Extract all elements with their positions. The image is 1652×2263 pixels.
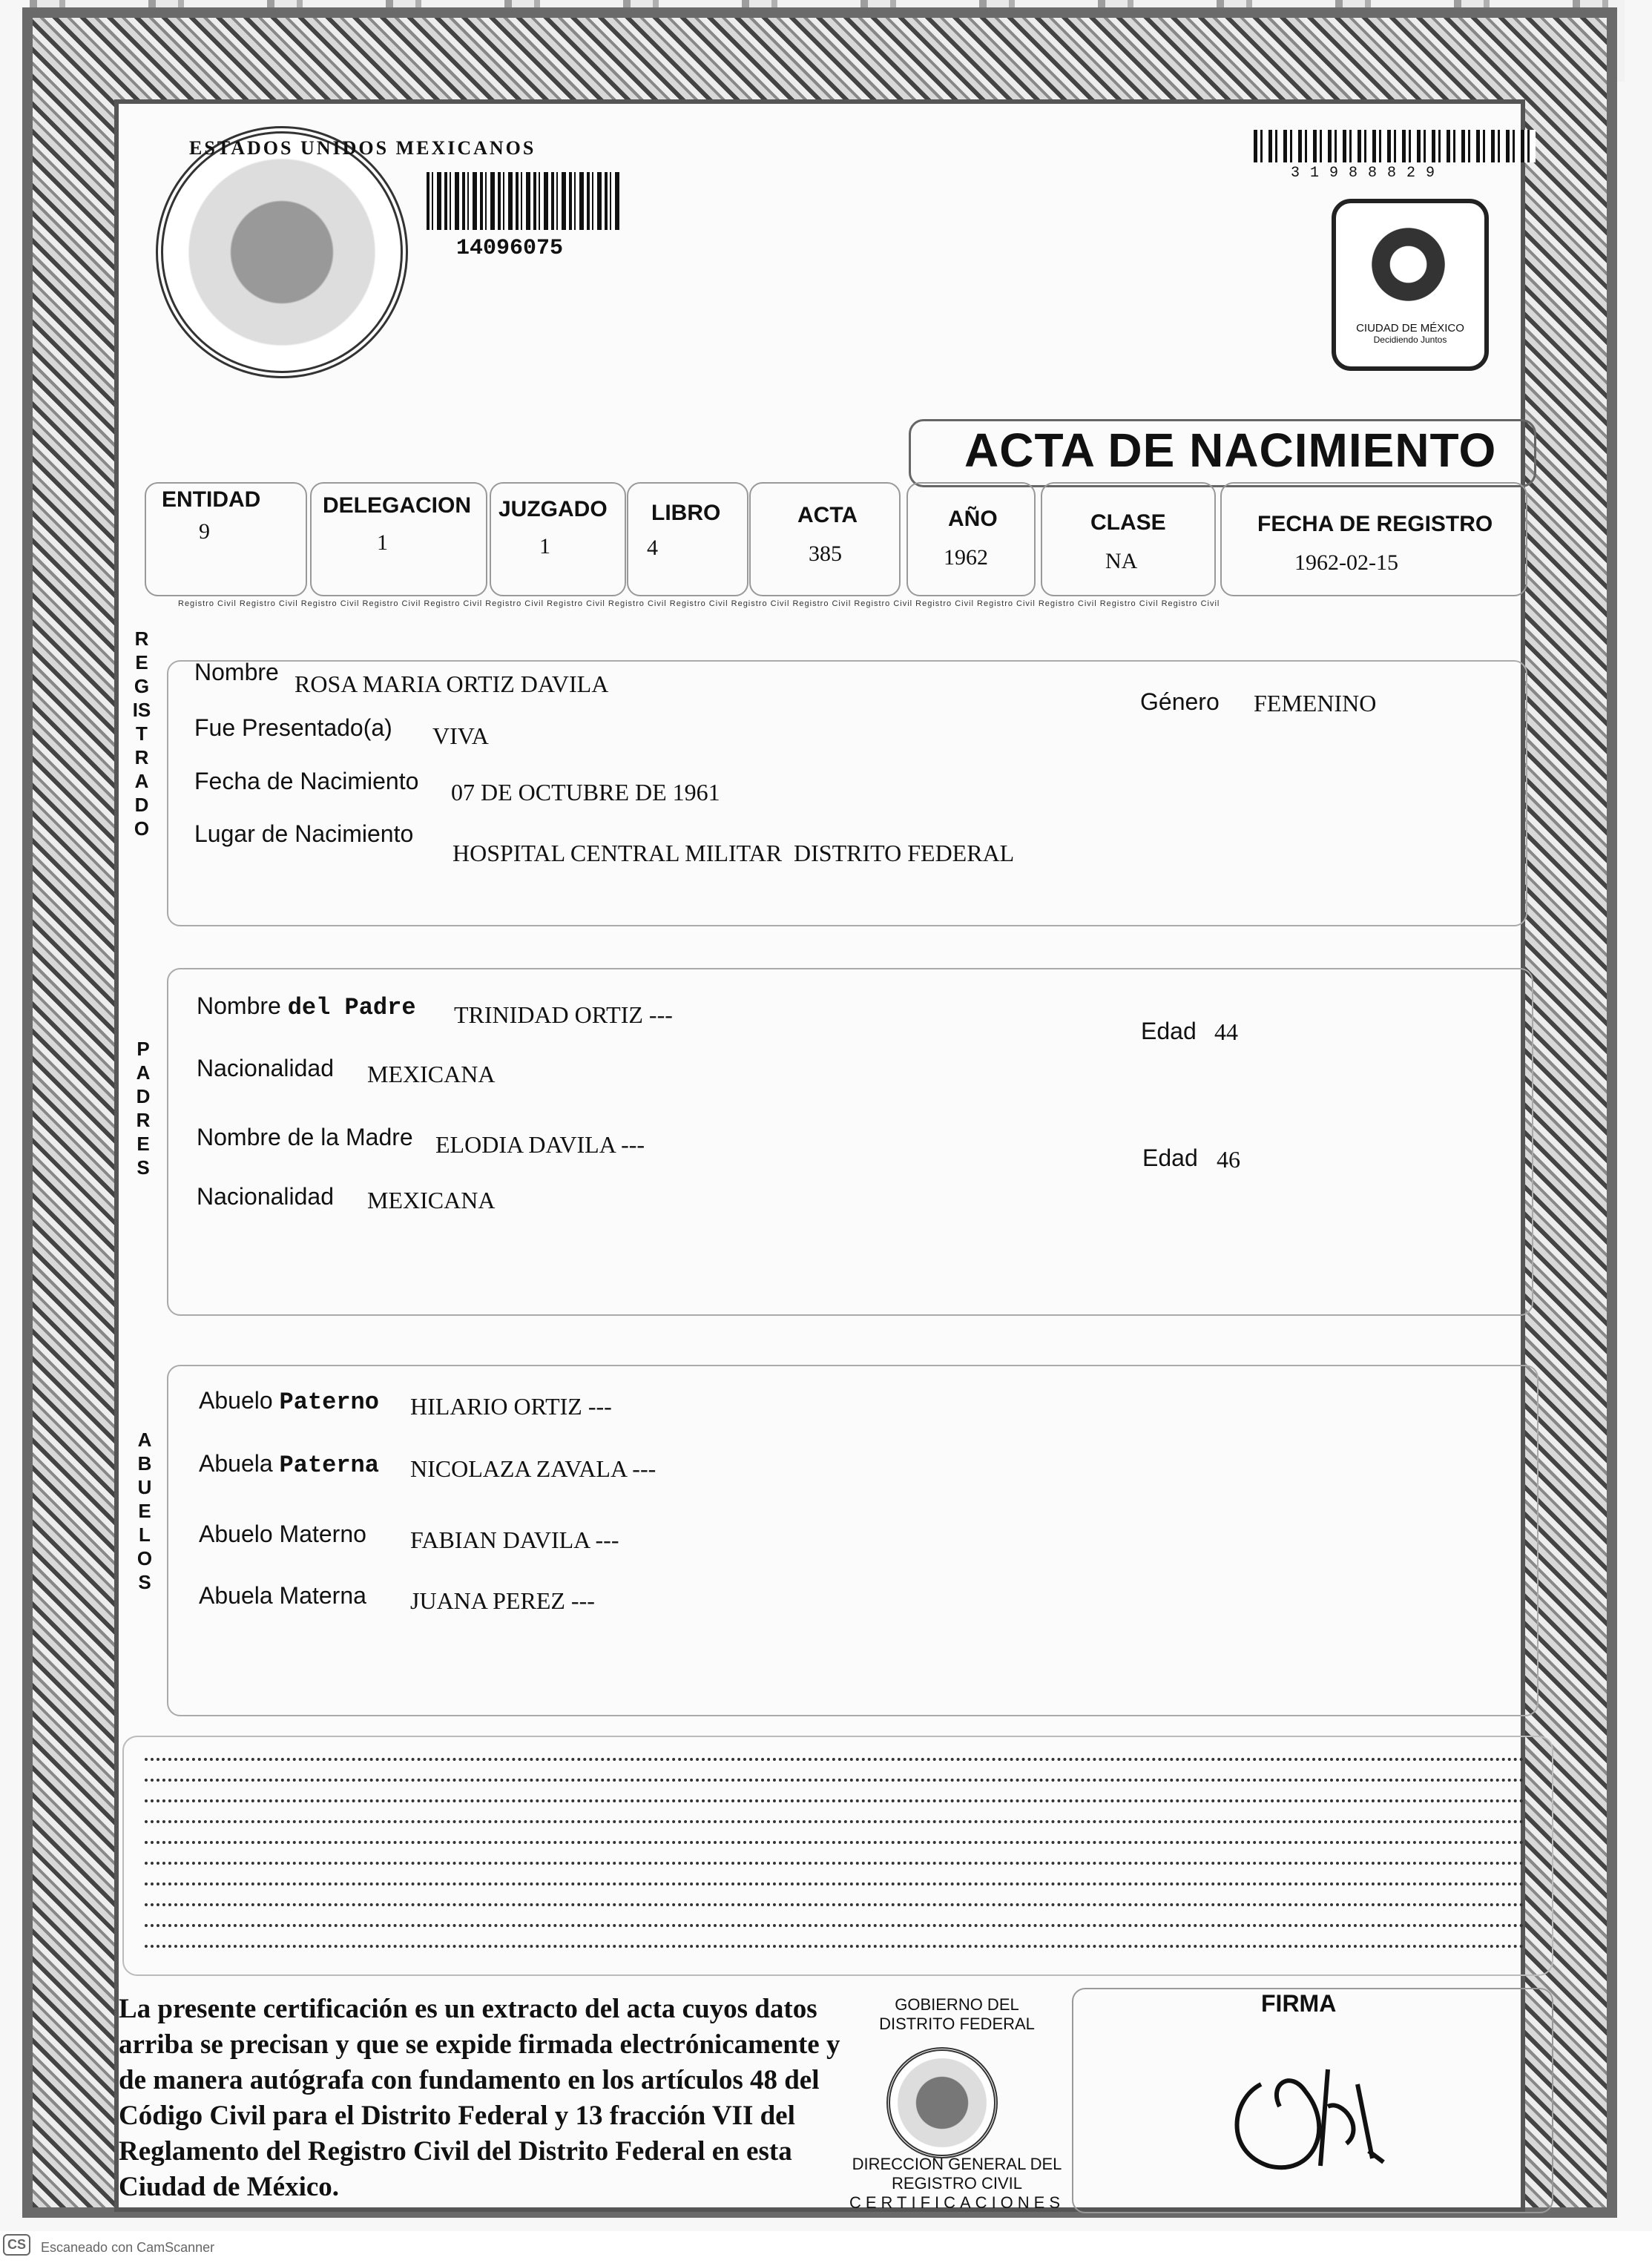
abuelos-side-label: ABUELOS — [136, 1429, 153, 1593]
registry-label-juzgado: JUZGADO — [498, 497, 608, 521]
padres-side-label: PADRES — [136, 1038, 151, 1179]
dotted-line — [145, 1945, 1524, 1948]
registry-value-fecha-registro: 1962-02-15 — [1294, 550, 1398, 575]
genero-value: FEMENINO — [1254, 690, 1377, 717]
padre-edad-value: 44 — [1214, 1018, 1238, 1045]
cdmx-logo-subcaption: Decidiendo Juntos — [1373, 335, 1447, 345]
annotations-area — [122, 1736, 1553, 1976]
abuela-paterna-value: NICOLAZA ZAVALA --- — [410, 1455, 656, 1482]
madre-value: ELODIA DAVILA --- — [435, 1131, 645, 1158]
handwritten-signature-icon — [1217, 2040, 1409, 2188]
gobierno-line1: GOBIERNO DEL — [895, 1995, 1019, 2014]
registry-microtext: Registro Civil Registro Civil Registro Civil Registro Civil Registro Civil Registro Civil Registro Civil Registro Civil Registro Civil Registro Civil Registro Civil Registro Civil Registro Civil Registro Civil Registro Civil Registro Civil Registro Civil — [178, 599, 1220, 608]
national-seal-icon — [156, 126, 408, 378]
dotted-line — [145, 1903, 1524, 1906]
abuela-materna-label: Abuela Materna — [199, 1582, 366, 1609]
padre-nacionalidad-label: Nacionalidad — [197, 1055, 335, 1081]
registry-cell-anio — [906, 482, 1036, 596]
barcode-icon — [427, 172, 619, 230]
abuela-materna-value: JUANA PEREZ --- — [410, 1587, 595, 1614]
lugar-nacimiento-value: HOSPITAL CENTRAL MILITAR DISTRITO FEDERAL — [453, 840, 1015, 866]
lugar-nacimiento-label: Lugar de Nacimiento — [194, 820, 414, 847]
registry-value-acta: 385 — [809, 541, 842, 566]
madre-nacionalidad-value: MEXICANA — [367, 1187, 496, 1213]
presentado-label: Fue Presentado(a) — [194, 714, 392, 741]
registry-label-acta: ACTA — [797, 503, 858, 527]
fecha-nacimiento-value: 07 DE OCTUBRE DE 1961 — [451, 779, 720, 806]
registry-value-juzgado: 1 — [539, 534, 550, 559]
registry-label-clase: CLASE — [1090, 510, 1166, 535]
dotted-line — [145, 1779, 1524, 1782]
signature-label: FIRMA — [1261, 1990, 1337, 2017]
registry-cell-fecha-registro — [1220, 482, 1527, 596]
nombre-value: ROSA MARIA ORTIZ DAVILA — [294, 671, 609, 697]
registry-value-clase: NA — [1105, 549, 1138, 573]
abuelo-materno-label: Abuelo Materno — [199, 1521, 366, 1547]
registry-value-entidad: 9 — [199, 519, 210, 544]
madre-nacionalidad-label: Nacionalidad — [197, 1183, 335, 1210]
dotted-line — [145, 1862, 1524, 1865]
national-seal-text: ESTADOS UNIDOS MEXICANOS — [189, 137, 536, 159]
camscanner-text: Escaneado con CamScanner — [41, 2240, 215, 2255]
gobierno-seal-icon — [886, 2047, 998, 2158]
registry-cell-libro — [627, 482, 748, 596]
barcode-number: 14096075 — [456, 236, 564, 261]
legal-certification-text: La presente certificación es un extracto del acta cuyos datos arriba se precisan y que se expide firmada electrónicamente y de manera autógrafa con fundamento en los artículos 48 del Código Civil para el Distrito Federal y 13 fracción VII del Reglamento del Registro Civil del Distrito Federal en esta Ciudad de México. — [119, 1994, 840, 2202]
registry-value-anio: 1962 — [944, 545, 988, 570]
abuelo-materno-value: FABIAN DAVILA --- — [410, 1526, 619, 1553]
scanner-footer — [0, 2231, 1652, 2263]
madre-label: Nombre de la Madre — [197, 1124, 413, 1150]
dgrc-line2: REGISTRO CIVIL — [891, 2174, 1023, 2193]
registry-cell-acta — [749, 482, 901, 596]
cdmx-logo — [1332, 199, 1489, 371]
gobierno-caption — [846, 1995, 1068, 2034]
madre-edad-value: 46 — [1217, 1146, 1240, 1173]
camscanner-badge: CS — [3, 2234, 30, 2256]
abuela-paterna-label: Abuela Paterna — [199, 1450, 379, 1479]
fecha-nacimiento-label: Fecha de Nacimiento — [194, 768, 419, 794]
dgrc-line1: DIRECCION GENERAL DEL — [852, 2155, 1062, 2173]
dotted-line — [145, 1820, 1524, 1823]
cdmx-emblem-icon — [1366, 222, 1451, 307]
abuelos-section — [167, 1365, 1539, 1716]
registry-value-delegacion: 1 — [377, 530, 388, 555]
padre-label: Nombre del Padre — [197, 992, 416, 1021]
dotted-line — [145, 1799, 1524, 1802]
registry-label-fecha-registro: FECHA DE REGISTRO — [1257, 512, 1493, 536]
genero-label: Género — [1140, 688, 1220, 715]
abuelo-paterno-value: HILARIO ORTIZ --- — [410, 1393, 612, 1420]
top-right-barcode-icon — [1254, 130, 1536, 162]
dotted-line — [145, 1882, 1524, 1885]
dotted-line — [145, 1758, 1524, 1761]
registry-label-entidad: ENTIDAD — [162, 487, 261, 512]
registry-label-anio: AÑO — [948, 507, 998, 531]
presentado-value: VIVA — [432, 722, 489, 749]
registry-label-libro: LIBRO — [651, 501, 721, 525]
padre-nacionalidad-value: MEXICANA — [367, 1061, 496, 1087]
nombre-label: Nombre — [194, 659, 279, 685]
registry-value-libro: 4 — [647, 536, 658, 560]
dgrc-caption — [835, 2155, 1079, 2213]
gobierno-line2: DISTRITO FEDERAL — [879, 2015, 1035, 2033]
registrado-side-label: REGISTRADO — [132, 627, 151, 840]
registry-label-delegacion: DELEGACION — [323, 493, 472, 518]
cdmx-logo-caption: CIUDAD DE MÉXICO — [1356, 322, 1464, 335]
madre-edad-label: Edad — [1142, 1144, 1198, 1171]
signature-stroke — [1237, 2069, 1384, 2167]
dotted-line — [145, 1924, 1524, 1927]
abuelo-paterno-label: Abuelo Paterno — [199, 1387, 379, 1416]
dotted-line — [145, 1841, 1524, 1844]
padre-edad-label: Edad — [1141, 1018, 1197, 1044]
padre-value: TRINIDAD ORTIZ --- — [454, 1001, 673, 1028]
document-title: ACTA DE NACIMIENTO — [964, 424, 1497, 477]
registry-cell-clase — [1041, 482, 1216, 596]
dgrc-line3: CERTIFICACIONES — [849, 2193, 1065, 2212]
top-right-barcode-number: 31988829 — [1291, 165, 1446, 182]
